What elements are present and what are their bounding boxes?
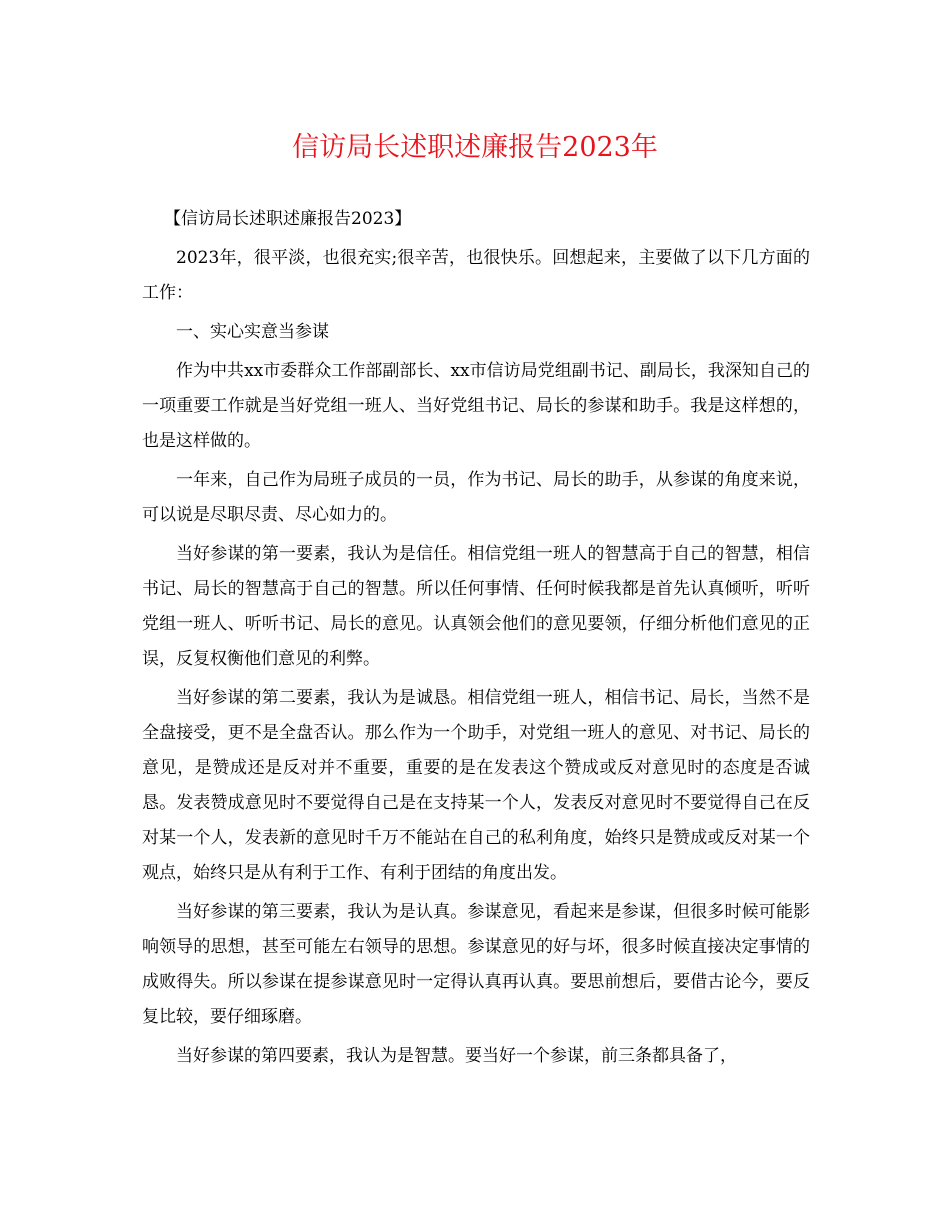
paragraph: 当好参谋的第三要素，我认为是认真。参谋意见，看起来是参谋，但很多时候可能影响领导的思想，甚至可能左右领导的思想。参谋意见的好与坏，很多时候直接决定事情的成败得失。所以参谋在提参谋意见时一定得认真再认真。要思前想后，要借古论今，要反复比较，要仔细琢磨。: [142, 902, 810, 1027]
paragraph: 当好参谋的第四要素，我认为是智慧。要当好一个参谋，前三条都具备了，: [176, 1046, 737, 1066]
document-body: [142, 202, 810, 1078]
paragraph-intro: 2023年，很平淡，也很充实;很辛苦，也很快乐。回想起来，主要做了以下几方面的工作：: [142, 248, 810, 303]
document-title: 信访局长述职述廉报告2023年: [292, 132, 658, 163]
paragraph: 作为中共xx市委群众工作部副部长、xx市信访局党组副书记、副局长，我深知自己的一项重要工作就是当好党组一班人、当好党组书记、局长的参谋和助手。我是这样想的，也是这样做的。: [142, 361, 810, 451]
section-heading-1: 一、实心实意当参谋: [176, 322, 329, 342]
paragraph-subtitle: 【信访局长述职述廉报告2023】: [164, 209, 412, 229]
paragraph: 一年来，自己作为局班子成员的一员，作为书记、局长的助手，从参谋的角度来说，可以说是尽职尽责、尽心如力的。: [142, 470, 810, 525]
paragraph: 当好参谋的第二要素，我认为是诚恳。相信党组一班人，相信书记、局长，当然不是全盘接受，更不是全盘否认。那么作为一个助手，对党组一班人的意见、对书记、局长的意见，是赞成还是反对并不重要，重要的是在发表这个赞成或反对意见时的态度是否诚恳。发表赞成意见时不要觉得自己是在支持某一个人，发表反对意见时不要觉得自己在反对某一个人，发表新的意见时千万不能站在自己的私利角度，始终只是赞成或反对某一个观点，始终只是从有利于工作、有利于团结的角度出发。: [142, 688, 810, 883]
paragraph: 当好参谋的第一要素，我认为是信任。相信党组一班人的智慧高于自己的智慧，相信书记、局长的智慧高于自己的智慧。所以任何事情、任何时候我都是首先认真倾听，听听党组一班人、听听书记、局长的意见。认真领会他们的意见要领，仔细分析他们意见的正误，反复权衡他们意见的利弊。: [142, 544, 810, 669]
